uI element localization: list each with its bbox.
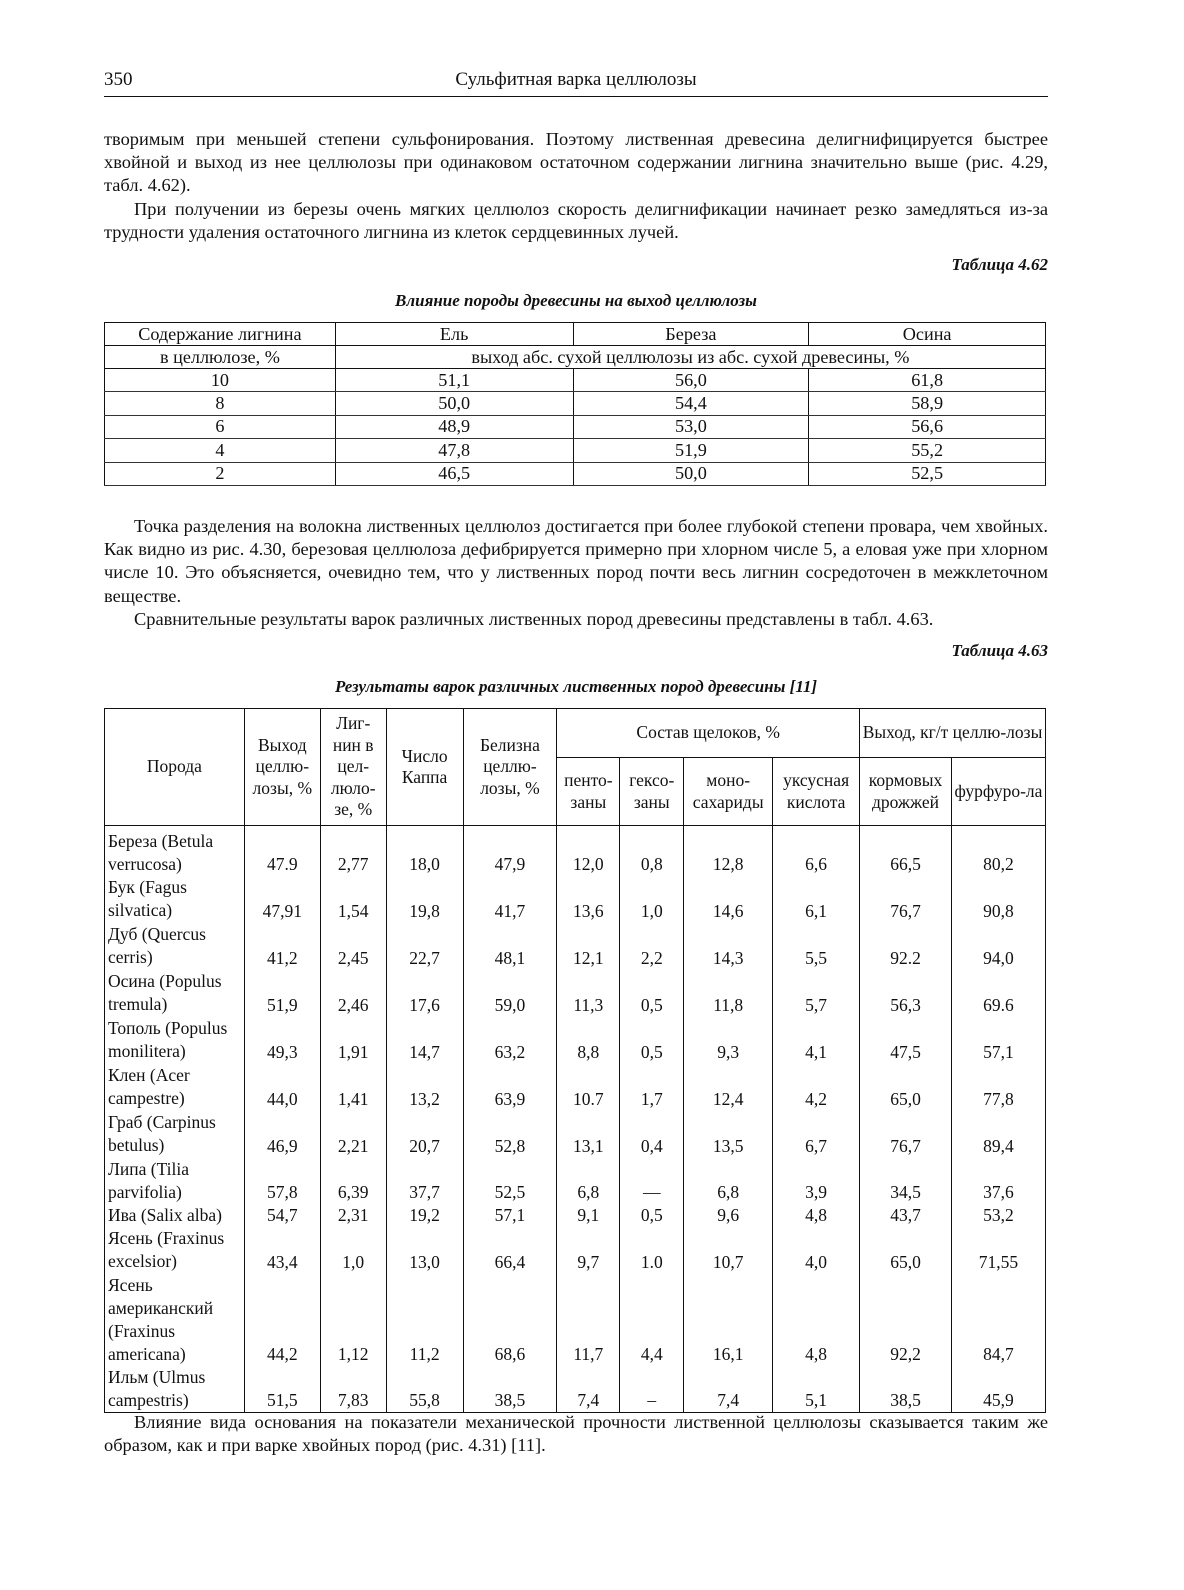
- table-cell: 2,31: [320, 1204, 386, 1227]
- table-cell: 51,1: [335, 369, 573, 392]
- table-cell: 69.6: [951, 970, 1045, 1017]
- table-cell: 1,91: [320, 1017, 386, 1064]
- table-cell: 2,21: [320, 1111, 386, 1158]
- table-cell: 6,6: [773, 826, 860, 877]
- table-cell: 11,3: [557, 970, 620, 1017]
- table-cell: 8: [105, 392, 336, 415]
- table-cell: 13,5: [684, 1111, 773, 1158]
- table-cell: 11,8: [684, 970, 773, 1017]
- table-cell: 4: [105, 439, 336, 462]
- species-cell: Береза (Betula verrucosa): [105, 826, 245, 877]
- table-cell: 12,4: [684, 1064, 773, 1111]
- table-cell: 41,7: [463, 876, 557, 923]
- table-cell: 4,1: [773, 1017, 860, 1064]
- table-row: [105, 1158, 1046, 1204]
- column-header-pentosans: пенто-заны: [557, 758, 620, 826]
- table-cell: 14,3: [684, 923, 773, 970]
- column-header-yeast: кормовых дрожжей: [860, 758, 952, 826]
- paragraph-5: Влияние вида основания на показатели механической прочности лиственной целлюлозы сказывается таким же образом, как и при варке хвойных пород (рис. 4.31) [11].: [104, 1412, 1048, 1456]
- table-cell: 38,5: [860, 1366, 952, 1413]
- table-cell: 46,5: [335, 462, 573, 485]
- table-row: [105, 970, 1046, 1017]
- table-462-number: Таблица 4.62: [951, 255, 1048, 274]
- running-header: [104, 68, 1048, 97]
- column-group-liquor: Состав щелоков, %: [557, 709, 860, 758]
- table-cell: 0,5: [620, 1204, 684, 1227]
- table-row: [105, 876, 1046, 923]
- table-cell: 5,7: [773, 970, 860, 1017]
- table-cell: 92,2: [860, 1274, 952, 1366]
- species-header-birch: Береза: [573, 323, 809, 346]
- table-cell: 90,8: [951, 876, 1045, 923]
- table-row: [105, 1064, 1046, 1111]
- table-cell: 50,0: [573, 462, 809, 485]
- table-cell: 45,9: [951, 1366, 1045, 1413]
- paragraph-1: творимым при меньшей степени сульфонирования. Поэтому лиственная древесина делигнифицируется быстрее хвойной и выход из нее целлюлозы при одинаковом остаточном содержании лигнина значительно выше (рис. 4.29, табл. 4.62).: [104, 129, 1048, 196]
- table-cell: 4,2: [773, 1064, 860, 1111]
- table-462: [104, 322, 1046, 486]
- paragraph-3: Точка разделения на волокна лиственных целлюлоз достигается при более глубокой степени провара, чем хвойных. Как видно из рис. 4.30, березовая целлюлоза дефибрируется примерно при хлорном числе 5, а еловая уже при хлорном числе 10. Это объясняется, очевидно тем, что у лиственных пород почти весь лигнин сосредоточен в межклеточном веществе.: [104, 516, 1048, 606]
- table-cell: –: [620, 1366, 684, 1413]
- table-cell: 46,9: [244, 1111, 320, 1158]
- table-cell: 51,9: [244, 970, 320, 1017]
- table-cell: 61,8: [809, 369, 1046, 392]
- table-cell: 14,6: [684, 876, 773, 923]
- column-header-kappa: Число Каппа: [386, 709, 463, 826]
- table-cell: 77,8: [951, 1064, 1045, 1111]
- table-cell: 4,8: [773, 1204, 860, 1227]
- column-group-output: Выход, кг/т целлю-лозы: [860, 709, 1046, 758]
- table-cell: 52,5: [809, 462, 1046, 485]
- table-cell: 6,39: [320, 1158, 386, 1204]
- species-cell: Ясень (Fraxinus excelsior): [105, 1227, 245, 1274]
- table-cell: 43,4: [244, 1227, 320, 1274]
- table-cell: 12,8: [684, 826, 773, 877]
- table-cell: 19,2: [386, 1204, 463, 1227]
- table-cell: 13,2: [386, 1064, 463, 1111]
- table-cell: 1,54: [320, 876, 386, 923]
- table-cell: 52,5: [463, 1158, 557, 1204]
- table-cell: 51,9: [573, 439, 809, 462]
- table-cell: 9,1: [557, 1204, 620, 1227]
- page-number: 350: [104, 69, 133, 90]
- table-cell: 5,1: [773, 1366, 860, 1413]
- table-cell: 57,1: [463, 1204, 557, 1227]
- table-cell: 52,8: [463, 1111, 557, 1158]
- table-row: [105, 1227, 1046, 1274]
- species-cell: Осина (Populus tremula): [105, 970, 245, 1017]
- table-cell: 56,0: [573, 369, 809, 392]
- table-cell: 57,8: [244, 1158, 320, 1204]
- table-cell: 11,7: [557, 1274, 620, 1366]
- table-row: [105, 1274, 1046, 1366]
- table-cell: 9,7: [557, 1227, 620, 1274]
- yield-subheader: выход абс. сухой целлюлозы из абс. сухой древесины, %: [335, 346, 1045, 369]
- table-cell: 41,2: [244, 923, 320, 970]
- table-cell: 34,5: [860, 1158, 952, 1204]
- table-cell: 7,83: [320, 1366, 386, 1413]
- lignin-header-line2: в целлюлозе, %: [105, 346, 336, 369]
- table-row: [105, 1366, 1046, 1413]
- species-cell: Ильм (Ulmus campestris): [105, 1366, 245, 1413]
- table-cell: 6,1: [773, 876, 860, 923]
- table-cell: 43,7: [860, 1204, 952, 1227]
- table-cell: 47.9: [244, 826, 320, 877]
- table-cell: 17,6: [386, 970, 463, 1017]
- table-cell: 1,12: [320, 1274, 386, 1366]
- table-row: [105, 1204, 1046, 1227]
- table-row: [105, 1111, 1046, 1158]
- table-row: [105, 826, 1046, 877]
- table-cell: 51,5: [244, 1366, 320, 1413]
- table-cell: 84,7: [951, 1274, 1045, 1366]
- table-cell: 57,1: [951, 1017, 1045, 1064]
- species-header-aspen: Осина: [809, 323, 1046, 346]
- table-cell: 4,0: [773, 1227, 860, 1274]
- table-cell: 18,0: [386, 826, 463, 877]
- column-header-species: Порода: [105, 709, 245, 826]
- table-cell: 47,9: [463, 826, 557, 877]
- column-header-yield: Выход целлю-лозы, %: [244, 709, 320, 826]
- species-cell: Граб (Carpinus betulus): [105, 1111, 245, 1158]
- column-header-hexosans: гексо-заны: [620, 758, 684, 826]
- table-cell: 59,0: [463, 970, 557, 1017]
- table-cell: 10.7: [557, 1064, 620, 1111]
- table-cell: 49,3: [244, 1017, 320, 1064]
- table-cell: 56,3: [860, 970, 952, 1017]
- table-cell: 1,7: [620, 1064, 684, 1111]
- table-cell: 14,7: [386, 1017, 463, 1064]
- table-cell: 44,2: [244, 1274, 320, 1366]
- table-cell: 13,6: [557, 876, 620, 923]
- table-row: [105, 369, 1046, 392]
- table-cell: 47,8: [335, 439, 573, 462]
- table-cell: 76,7: [860, 876, 952, 923]
- species-cell: Ива (Salix alba): [105, 1204, 245, 1227]
- table-cell: 58,9: [809, 392, 1046, 415]
- table-cell: 16,1: [684, 1274, 773, 1366]
- table-cell: 11,2: [386, 1274, 463, 1366]
- table-462-caption: Влияние породы древесины на выход целлюлозы: [395, 291, 757, 310]
- table-cell: 65,0: [860, 1227, 952, 1274]
- table-cell: 47,91: [244, 876, 320, 923]
- table-cell: 6,7: [773, 1111, 860, 1158]
- column-header-furfural: фурфуро-ла: [951, 758, 1045, 826]
- table-cell: 10,7: [684, 1227, 773, 1274]
- table-cell: 4,4: [620, 1274, 684, 1366]
- table-cell: 92.2: [860, 923, 952, 970]
- table-row: [105, 462, 1046, 485]
- table-row: [105, 923, 1046, 970]
- table-cell: 47,5: [860, 1017, 952, 1064]
- table-cell: 48,1: [463, 923, 557, 970]
- table-cell: 65,0: [860, 1064, 952, 1111]
- table-cell: 7,4: [557, 1366, 620, 1413]
- table-cell: 48,9: [335, 415, 573, 438]
- table-cell: 50,0: [335, 392, 573, 415]
- table-cell: 10: [105, 369, 336, 392]
- table-cell: 2,77: [320, 826, 386, 877]
- table-463: [104, 708, 1046, 1413]
- table-cell: 6,8: [684, 1158, 773, 1204]
- table-cell: 80,2: [951, 826, 1045, 877]
- table-cell: 6,8: [557, 1158, 620, 1204]
- table-463-body: [105, 826, 1046, 1413]
- species-cell: Ясень американский (Fraxinus americana): [105, 1274, 245, 1366]
- species-cell: Липа (Tilia parvifolia): [105, 1158, 245, 1204]
- table-cell: 9,3: [684, 1017, 773, 1064]
- table-cell: —: [620, 1158, 684, 1204]
- table-463-number: Таблица 4.63: [951, 641, 1048, 660]
- table-row: [105, 1017, 1046, 1064]
- table-cell: 0,5: [620, 1017, 684, 1064]
- table-cell: 94,0: [951, 923, 1045, 970]
- table-463-caption: Результаты варок различных лиственных пород древесины [11]: [334, 677, 818, 696]
- column-header-brightness: Белизна целлю-лозы, %: [463, 709, 557, 826]
- table-cell: 1,0: [620, 876, 684, 923]
- species-cell: Дуб (Quercus cerris): [105, 923, 245, 970]
- lignin-header-line1: Содержание лигнина: [105, 323, 336, 346]
- species-header-spruce: Ель: [335, 323, 573, 346]
- table-cell: 37,6: [951, 1158, 1045, 1204]
- table-cell: 37,7: [386, 1158, 463, 1204]
- table-cell: 0,4: [620, 1111, 684, 1158]
- table-cell: 1,41: [320, 1064, 386, 1111]
- table-cell: 76,7: [860, 1111, 952, 1158]
- table-cell: 2,45: [320, 923, 386, 970]
- table-cell: 68,6: [463, 1274, 557, 1366]
- paragraph-4: Сравнительные результаты варок различных лиственных пород древесины представлены в табл. 4.63.: [134, 609, 934, 629]
- table-cell: 13,0: [386, 1227, 463, 1274]
- table-cell: 0,5: [620, 970, 684, 1017]
- table-cell: 0,8: [620, 826, 684, 877]
- table-cell: 4,8: [773, 1274, 860, 1366]
- table-cell: 2,46: [320, 970, 386, 1017]
- table-cell: 1.0: [620, 1227, 684, 1274]
- table-cell: 2,2: [620, 923, 684, 970]
- column-header-monosaccharides: моно-сахариды: [684, 758, 773, 826]
- running-title: Сульфитная варка целлюлозы: [455, 69, 697, 90]
- table-cell: 5,5: [773, 923, 860, 970]
- table-cell: 1,0: [320, 1227, 386, 1274]
- table-cell: 12,0: [557, 826, 620, 877]
- table-cell: 20,7: [386, 1111, 463, 1158]
- table-cell: 6: [105, 415, 336, 438]
- species-cell: Клен (Acer campestre): [105, 1064, 245, 1111]
- species-cell: Тополь (Populus monilitera): [105, 1017, 245, 1064]
- table-cell: 63,2: [463, 1017, 557, 1064]
- table-row: [105, 392, 1046, 415]
- table-cell: 55,2: [809, 439, 1046, 462]
- table-cell: 38,5: [463, 1366, 557, 1413]
- table-cell: 3,9: [773, 1158, 860, 1204]
- table-cell: 56,6: [809, 415, 1046, 438]
- table-cell: 44,0: [244, 1064, 320, 1111]
- table-cell: 55,8: [386, 1366, 463, 1413]
- column-header-lignin: Лиг-нин в цел-люло-зе, %: [320, 709, 386, 826]
- table-cell: 22,7: [386, 923, 463, 970]
- species-cell: Бук (Fagus silvatica): [105, 876, 245, 923]
- table-cell: 54,4: [573, 392, 809, 415]
- table-cell: 53,0: [573, 415, 809, 438]
- table-cell: 19,8: [386, 876, 463, 923]
- table-cell: 63,9: [463, 1064, 557, 1111]
- table-cell: 9,6: [684, 1204, 773, 1227]
- table-row: [105, 439, 1046, 462]
- table-cell: 53,2: [951, 1204, 1045, 1227]
- table-cell: 12,1: [557, 923, 620, 970]
- table-cell: 8,8: [557, 1017, 620, 1064]
- table-row: [105, 415, 1046, 438]
- table-cell: 66,4: [463, 1227, 557, 1274]
- table-cell: 7,4: [684, 1366, 773, 1413]
- table-cell: 13,1: [557, 1111, 620, 1158]
- column-header-acetic-acid: уксусная кислота: [773, 758, 860, 826]
- table-cell: 71,55: [951, 1227, 1045, 1274]
- table-cell: 66,5: [860, 826, 952, 877]
- table-cell: 54,7: [244, 1204, 320, 1227]
- table-cell: 89,4: [951, 1111, 1045, 1158]
- table-cell: 2: [105, 462, 336, 485]
- paragraph-2: При получении из березы очень мягких целлюлоз скорость делигнификации начинает резко замедляться из-за трудности удаления остаточного лигнина из клеток сердцевинных лучей.: [104, 199, 1048, 243]
